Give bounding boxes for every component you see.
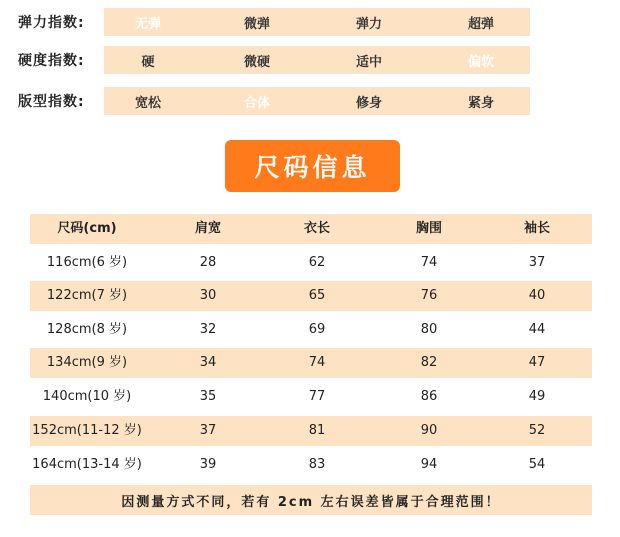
size-info-banner: 尺码信息 bbox=[225, 140, 400, 192]
table-cell: 74 bbox=[420, 255, 438, 270]
table-cell: 32 bbox=[199, 322, 217, 337]
table-header-cell: 袖长 bbox=[523, 221, 551, 236]
attribute-label: 弹力指数: bbox=[18, 15, 85, 31]
attribute-scale bbox=[104, 8, 530, 36]
attribute-option: 适中 bbox=[355, 54, 383, 70]
attribute-row-elasticity bbox=[18, 6, 495, 38]
table-cell: 69 bbox=[308, 322, 326, 337]
table-cell: 152cm(11-12 岁) bbox=[32, 423, 142, 438]
table-cell: 83 bbox=[308, 457, 326, 472]
table-cell: 47 bbox=[528, 355, 546, 370]
table-cell: 52 bbox=[528, 423, 546, 438]
table-cell: 76 bbox=[420, 288, 438, 303]
table-cell: 49 bbox=[528, 389, 546, 404]
attribute-scale bbox=[104, 46, 530, 74]
table-cell: 62 bbox=[308, 255, 326, 270]
table-cell: 86 bbox=[420, 389, 438, 404]
table-cell: 128cm(8 岁) bbox=[46, 322, 128, 337]
table-cell: 40 bbox=[528, 288, 546, 303]
table-header-cell: 衣长 bbox=[303, 221, 331, 236]
attribute-row-fit bbox=[18, 85, 495, 117]
table-cell: 28 bbox=[199, 255, 217, 270]
table-row bbox=[30, 315, 592, 345]
table-cell: 37 bbox=[528, 255, 546, 270]
table-row bbox=[30, 416, 592, 446]
attribute-option: 超弹 bbox=[467, 16, 495, 32]
table-cell: 164cm(13-14 岁) bbox=[32, 457, 142, 472]
table-header-cell: 胸围 bbox=[415, 221, 443, 236]
attribute-option: 宽松 bbox=[134, 95, 162, 111]
table-cell: 81 bbox=[308, 423, 326, 438]
table-cell: 44 bbox=[528, 322, 546, 337]
table-cell: 30 bbox=[199, 288, 217, 303]
table-row bbox=[30, 382, 592, 412]
attribute-label: 硬度指数: bbox=[18, 53, 85, 69]
table-cell: 80 bbox=[420, 322, 438, 337]
table-row bbox=[30, 248, 592, 278]
attribute-option: 偏软 bbox=[467, 54, 495, 70]
measurement-note: 因测量方式不同，若有 2cm 左右误差皆属于合理范围！ bbox=[30, 485, 592, 515]
table-cell: 116cm(6 岁) bbox=[46, 255, 128, 270]
attribute-row-hardness bbox=[18, 44, 495, 76]
table-cell: 65 bbox=[308, 288, 326, 303]
table-cell: 122cm(7 岁) bbox=[46, 288, 128, 303]
table-cell: 134cm(9 岁) bbox=[46, 355, 128, 370]
attribute-scale bbox=[104, 87, 530, 115]
table-cell: 140cm(10 岁) bbox=[42, 389, 132, 404]
table-cell: 34 bbox=[199, 355, 217, 370]
attribute-option: 硬 bbox=[141, 54, 155, 70]
attribute-option: 修身 bbox=[355, 95, 383, 111]
attribute-option: 微弹 bbox=[243, 16, 271, 32]
attribute-option: 紧身 bbox=[467, 95, 495, 111]
attribute-option: 微硬 bbox=[243, 54, 271, 70]
table-cell: 90 bbox=[420, 423, 438, 438]
attribute-option: 无弹 bbox=[134, 16, 162, 32]
table-cell: 94 bbox=[420, 457, 438, 472]
table-header-row bbox=[30, 214, 592, 244]
table-cell: 35 bbox=[199, 389, 217, 404]
table-cell: 77 bbox=[308, 389, 326, 404]
attribute-option: 弹力 bbox=[355, 16, 383, 32]
table-cell: 37 bbox=[199, 423, 217, 438]
table-cell: 39 bbox=[199, 457, 217, 472]
table-header-cell: 肩宽 bbox=[194, 221, 222, 236]
table-cell: 54 bbox=[528, 457, 546, 472]
table-cell: 82 bbox=[420, 355, 438, 370]
table-row bbox=[30, 348, 592, 378]
attribute-label: 版型指数: bbox=[18, 94, 85, 110]
attribute-option: 合体 bbox=[243, 95, 271, 111]
table-row bbox=[30, 281, 592, 311]
table-header-cell: 尺码(cm) bbox=[57, 221, 117, 236]
table-cell: 74 bbox=[308, 355, 326, 370]
table-row bbox=[30, 450, 592, 480]
